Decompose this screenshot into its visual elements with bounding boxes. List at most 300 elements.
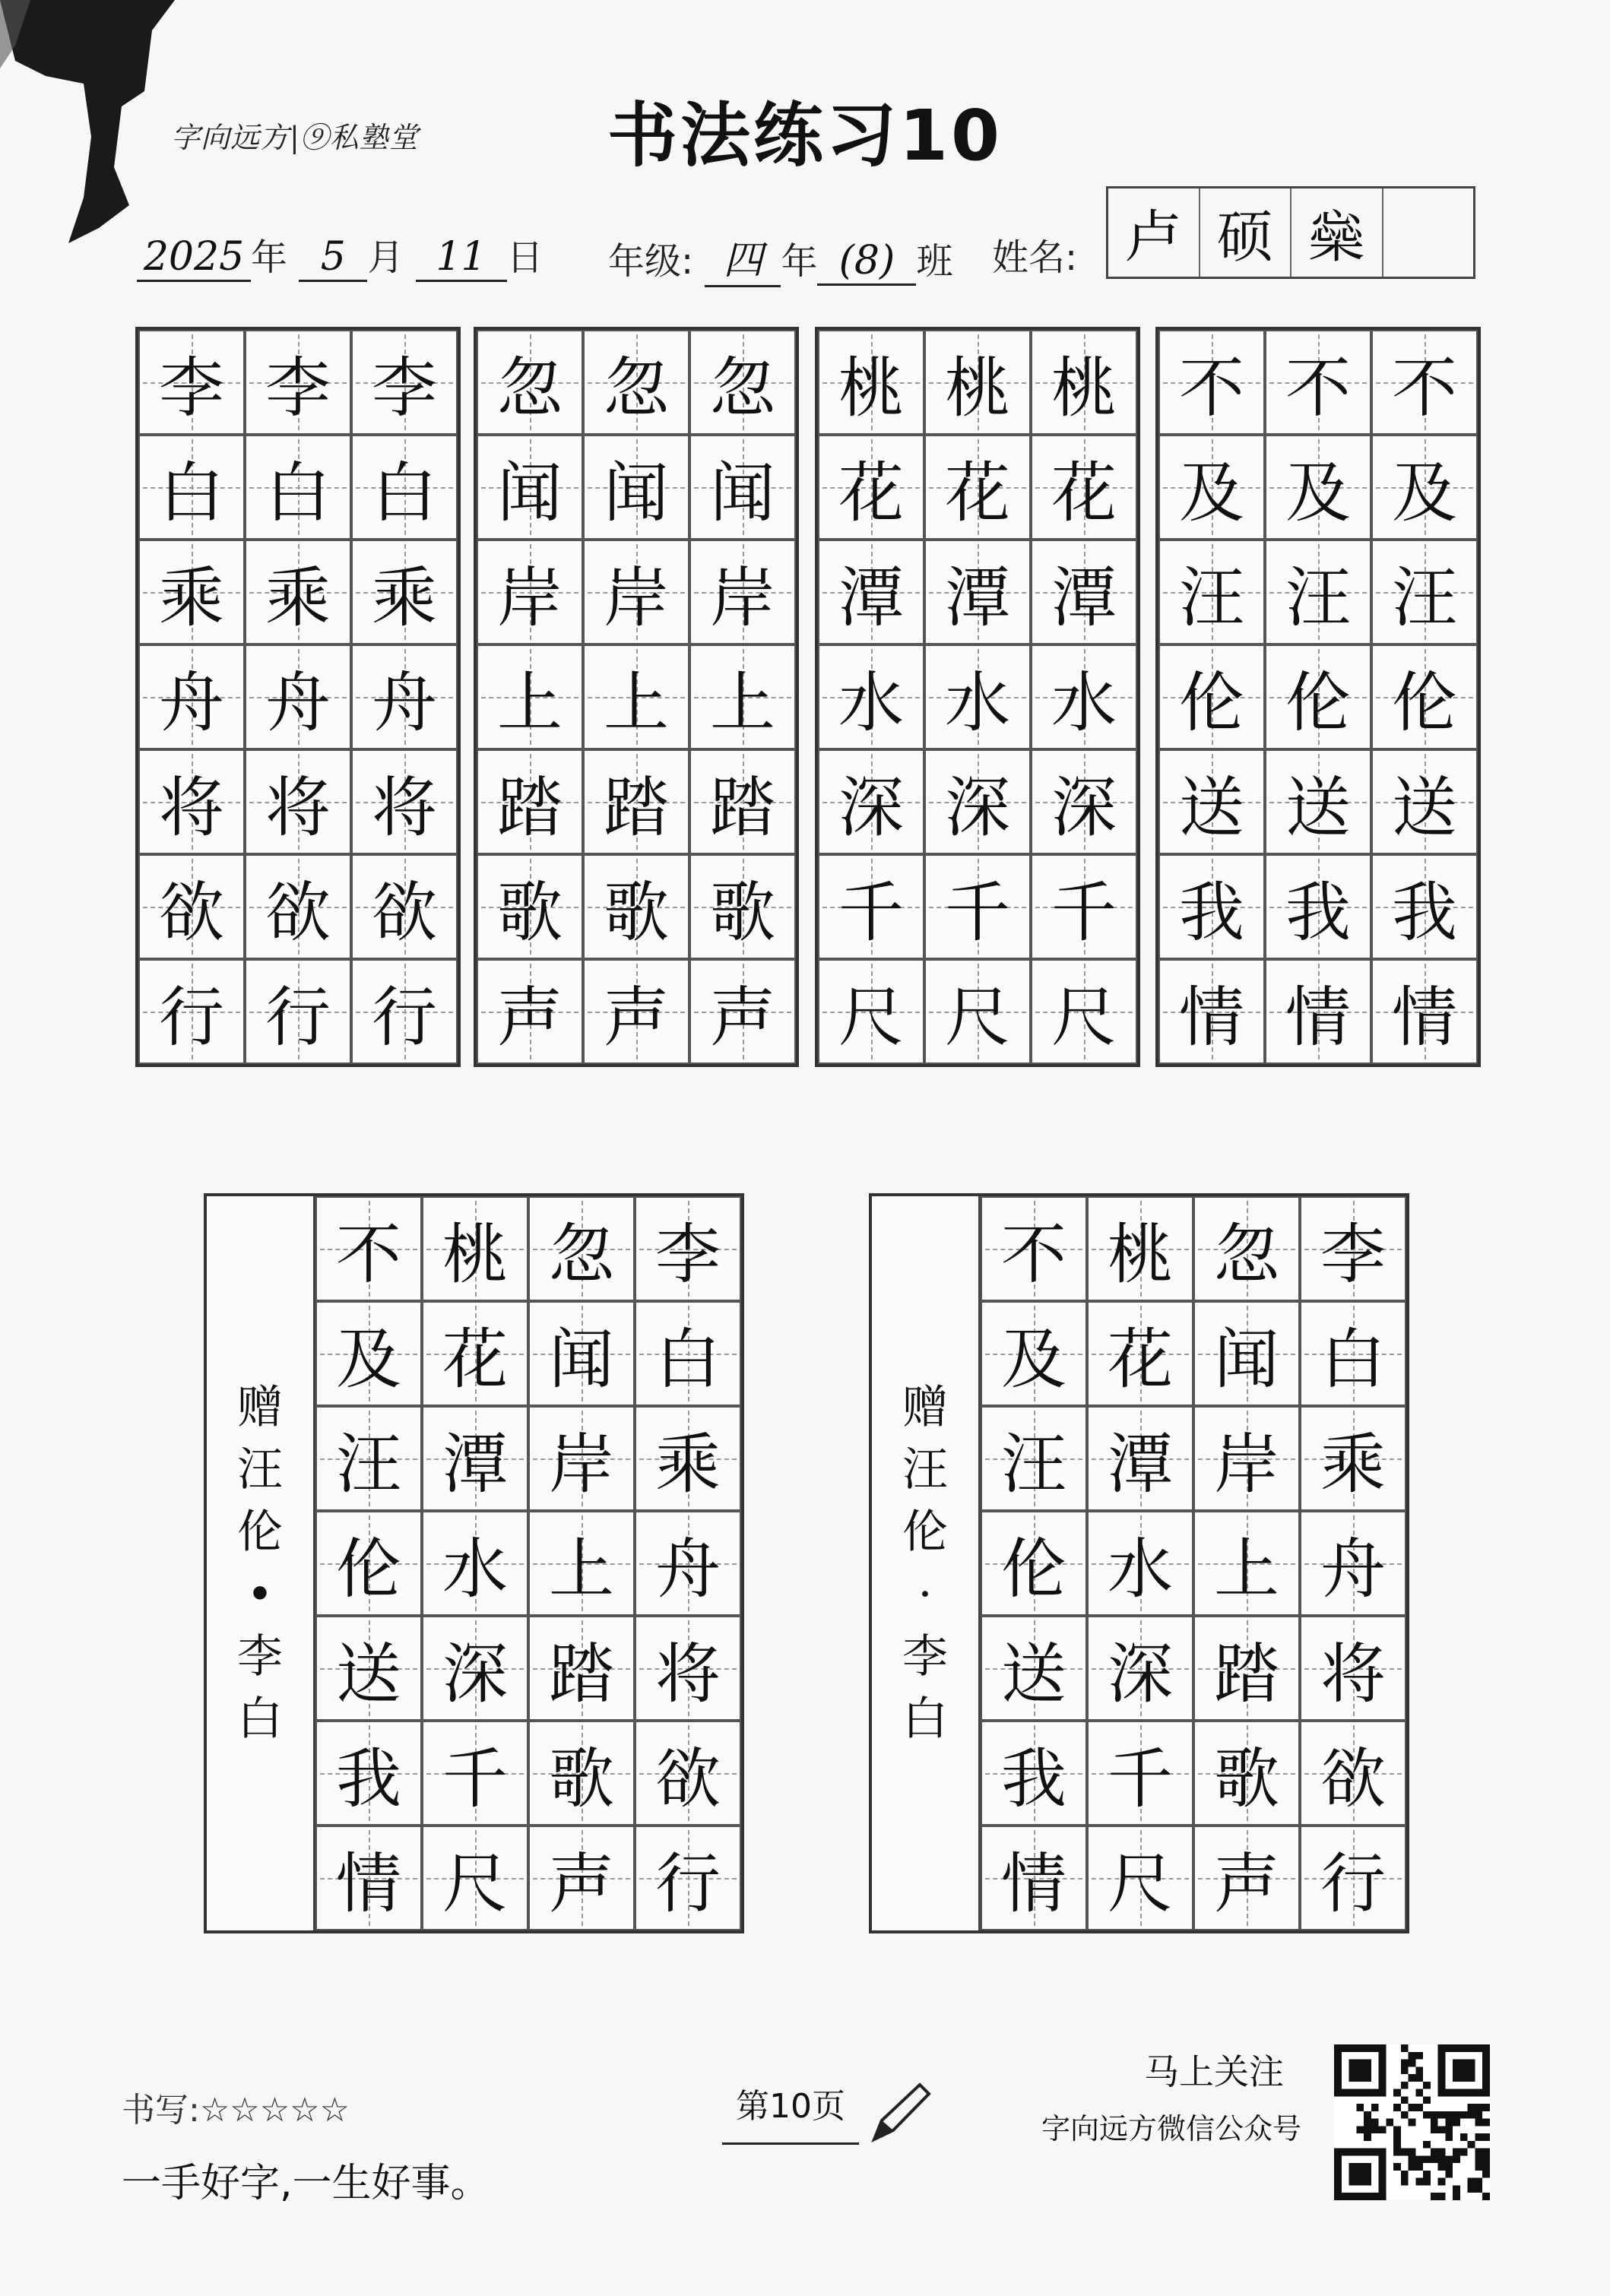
practice-char: 乘 [159,560,224,636]
practice-char: 水 [838,665,904,741]
practice-char: 送 [1179,770,1244,846]
practice-cell [818,435,924,540]
practice-cell [1371,435,1478,540]
practice-char: 白 [372,455,437,531]
practice-char: 汪 [1179,560,1244,636]
practice-char: 行 [372,980,437,1056]
practice-cell [138,854,245,959]
poem-title-char: 伦 [237,1506,283,1559]
practice-cell [583,644,689,749]
poem-cell [981,1616,1087,1721]
poem-cell [981,1511,1087,1616]
poem-cell [1193,1406,1300,1511]
poem-char: 潭 [1108,1427,1173,1503]
practice-cell [1031,644,1137,749]
month-label: 月 [367,236,404,279]
practice-char: 李 [265,350,331,426]
poem-char: 歌 [1214,1741,1279,1817]
poem-char: 花 [442,1322,508,1398]
practice-char: 及 [1392,455,1457,531]
practice-char: 伦 [1285,665,1351,741]
practice-char: 不 [1392,350,1457,426]
poem-char: 将 [1320,1636,1386,1712]
practice-cell [1265,435,1371,540]
poem-cell [1300,1616,1406,1721]
poem-cell [635,1721,741,1826]
practice-char: 送 [1392,770,1457,846]
practice-cell [924,854,1031,959]
practice-cell [689,540,796,644]
practice-cell [1371,644,1478,749]
poem-char: 潭 [442,1427,508,1503]
poem-cell [528,1826,635,1930]
poem-title [872,1196,981,1930]
poem-char: 将 [655,1636,721,1712]
name-char: 硕 [1200,188,1292,277]
wechat-account-text: 字向远方微信公众号 [1041,2112,1302,2146]
practice-char: 情 [1392,980,1457,1056]
poem-char: 水 [442,1531,508,1607]
poem-char: 乘 [655,1427,721,1503]
poem-char: 情 [336,1846,401,1922]
practice-char: 尺 [945,980,1010,1056]
practice-char: 闻 [710,455,775,531]
practice-char: 忽 [710,350,775,426]
poem-char: 上 [549,1531,614,1607]
practice-cell [818,540,924,644]
practice-char: 水 [1051,665,1117,741]
poem-cell [1193,1301,1300,1406]
poem-title-char: 白 [237,1693,283,1746]
poem-char: 桃 [442,1217,508,1293]
poem-char: 声 [549,1846,614,1922]
poem-cell [1087,1196,1193,1301]
poem-char: 及 [1001,1322,1066,1398]
poem-block [869,1193,1409,1933]
poem-char: 岸 [549,1427,614,1503]
poem-cell [422,1826,528,1930]
practice-cell [138,749,245,854]
practice-cell [1031,435,1137,540]
poem-cell [981,1196,1087,1301]
name-char: 卢 [1108,188,1200,277]
practice-char: 花 [1051,455,1117,531]
poem-char: 我 [1001,1741,1066,1817]
practice-cell [138,330,245,435]
poem-cell [315,1406,422,1511]
practice-cell [1265,644,1371,749]
poem-cell [528,1511,635,1616]
poem-cell [1193,1616,1300,1721]
practice-cell [1371,749,1478,854]
practice-cell [1265,330,1371,435]
poem-char: 千 [442,1741,508,1817]
poem-char: 及 [336,1322,401,1398]
practice-char: 李 [159,350,224,426]
poem-title-char: 李 [237,1630,283,1683]
practice-cell [1371,540,1478,644]
practice-char: 潭 [838,560,904,636]
poem-cell [1087,1826,1193,1930]
practice-cell [924,959,1031,1064]
poem-cell [1300,1721,1406,1826]
poem-cell [1087,1721,1193,1826]
practice-cell [138,540,245,644]
poem-char: 踏 [1214,1636,1279,1712]
practice-cell [583,959,689,1064]
practice-cell [1265,540,1371,644]
poem-cell [1193,1826,1300,1930]
page-number: 第10页 [722,2079,859,2145]
practice-char: 情 [1179,980,1244,1056]
practice-block [815,327,1140,1067]
practice-char: 歌 [710,875,775,951]
practice-char: 上 [497,665,563,741]
practice-char: 欲 [372,875,437,951]
date-line [137,228,544,282]
poem-title-char: 白 [902,1693,948,1746]
poem-block [204,1193,744,1933]
practice-cell [689,330,796,435]
practice-cell [477,959,583,1064]
practice-char: 闻 [497,455,563,531]
day-label: 日 [506,236,544,279]
practice-char: 我 [1179,875,1244,951]
practice-char: 白 [159,455,224,531]
poem-cell [422,1406,528,1511]
practice-char: 尺 [838,980,904,1056]
practice-cell [351,959,458,1064]
poem-char: 上 [1214,1531,1279,1607]
practice-char: 歌 [604,875,669,951]
practice-char: 舟 [265,665,331,741]
poem-char: 行 [1320,1846,1386,1922]
practice-cell [351,854,458,959]
practice-cell [245,330,351,435]
practice-char: 情 [1285,980,1351,1056]
poem-char: 深 [1108,1636,1173,1712]
poem-char: 深 [442,1636,508,1712]
practice-char: 不 [1285,350,1351,426]
poem-char: 欲 [1320,1741,1386,1817]
practice-char: 歌 [497,875,563,951]
poem-cell [422,1511,528,1616]
poem-char: 忽 [1214,1217,1279,1293]
practice-cell [351,749,458,854]
practice-char: 深 [1051,770,1117,846]
poem-char: 情 [1001,1846,1066,1922]
practice-cell [924,644,1031,749]
poem-title-char: 汪 [237,1443,283,1496]
poem-cell [635,1616,741,1721]
practice-char: 花 [838,455,904,531]
practice-char: 上 [604,665,669,741]
practice-char: 忽 [604,350,669,426]
practice-cell [583,749,689,854]
poem-cell [635,1406,741,1511]
practice-char: 岸 [604,560,669,636]
practice-cell [245,644,351,749]
poem-char: 汪 [1001,1427,1066,1503]
poem-cell [315,1826,422,1930]
practice-block [1155,327,1481,1067]
practice-cell [1158,749,1265,854]
poem-cell [1087,1511,1193,1616]
poem-cell [1087,1406,1193,1511]
practice-cell [1265,854,1371,959]
practice-char: 深 [838,770,904,846]
poem-char: 闻 [549,1322,614,1398]
practice-block [474,327,799,1067]
practice-cell [689,644,796,749]
follow-text: 马上关注 [1144,2051,1284,2092]
practice-cell [138,435,245,540]
practice-cell [351,330,458,435]
poem-cell [1087,1616,1193,1721]
practice-block [135,327,461,1067]
practice-cell [1031,540,1137,644]
poem-char: 桃 [1108,1217,1173,1293]
poem-title [207,1196,315,1930]
practice-char: 伦 [1392,665,1457,741]
poem-cell [981,1721,1087,1826]
practice-char: 岸 [710,560,775,636]
poem-grid [315,1196,741,1930]
poem-char: 忽 [549,1217,614,1293]
poem-title-char: 汪 [902,1443,948,1496]
practice-cell [477,540,583,644]
practice-char: 岸 [497,560,563,636]
poem-char: 歌 [549,1741,614,1817]
motto: 一手好字,一生好事。 [122,2161,490,2206]
practice-char: 千 [945,875,1010,951]
poem-char: 千 [1108,1741,1173,1817]
practice-char: 踏 [604,770,669,846]
practice-cell [1371,330,1478,435]
practice-cell [138,644,245,749]
poem-char: 岸 [1214,1427,1279,1503]
day-value: 11 [416,234,507,282]
practice-char: 将 [159,770,224,846]
poem-title-char: 李 [902,1630,948,1683]
poem-cell [1087,1301,1193,1406]
poem-cell [981,1826,1087,1930]
practice-cell [351,540,458,644]
qr-code-icon[interactable] [1334,2044,1490,2200]
poem-cell [422,1616,528,1721]
poem-cell [528,1196,635,1301]
practice-char: 送 [1285,770,1351,846]
practice-char: 白 [265,455,331,531]
practice-char: 乘 [265,560,331,636]
practice-char: 声 [710,980,775,1056]
practice-cell [1031,959,1137,1064]
practice-cell [818,749,924,854]
practice-char: 行 [265,980,331,1056]
practice-char: 汪 [1285,560,1351,636]
month-value: 5 [299,234,367,282]
practice-cell [924,749,1031,854]
practice-char: 舟 [159,665,224,741]
poem-char: 花 [1108,1322,1173,1398]
poem-cell [315,1301,422,1406]
practice-cell [1158,959,1265,1064]
poem-char: 不 [336,1217,401,1293]
practice-cell [1158,330,1265,435]
poem-char: 舟 [1320,1531,1386,1607]
poem-cell [1300,1826,1406,1930]
practice-cell [351,435,458,540]
poem-title-char: 赠 [237,1381,283,1434]
poem-char: 不 [1001,1217,1066,1293]
poem-cell [635,1826,741,1930]
practice-cell [689,435,796,540]
poem-char: 送 [336,1636,401,1712]
practice-cell [1158,540,1265,644]
poem-title-char: 赠 [902,1381,948,1434]
poem-cell [635,1511,741,1616]
poem-char: 乘 [1320,1427,1386,1503]
poem-char: 白 [655,1322,721,1398]
poem-cell [422,1196,528,1301]
practice-char: 欲 [159,875,224,951]
poem-title-char: • [246,1568,274,1621]
poem-cell [1300,1301,1406,1406]
poem-char: 汪 [336,1427,401,1503]
practice-char: 千 [838,875,904,951]
practice-cell [1158,644,1265,749]
poem-char: 李 [655,1217,721,1293]
practice-cell [1031,854,1137,959]
practice-char: 踏 [710,770,775,846]
practice-char: 欲 [265,875,331,951]
practice-char: 尺 [1051,980,1117,1056]
practice-cell [689,959,796,1064]
practice-cell [1371,854,1478,959]
practice-cell [583,854,689,959]
practice-cell [351,644,458,749]
poem-cell [315,1721,422,1826]
poem-cell [635,1301,741,1406]
practice-char: 不 [1179,350,1244,426]
poem-cell [981,1406,1087,1511]
practice-cell [245,854,351,959]
practice-cell [583,540,689,644]
practice-char: 潭 [1051,560,1117,636]
practice-char: 桃 [945,350,1010,426]
practice-cell [924,540,1031,644]
practice-char: 伦 [1179,665,1244,741]
poem-cell [315,1511,422,1616]
practice-cell [583,435,689,540]
poem-cell [1300,1511,1406,1616]
poem-cell [635,1196,741,1301]
practice-char: 行 [159,980,224,1056]
practice-cell [138,959,245,1064]
practice-cell [1265,959,1371,1064]
poem-char: 尺 [442,1846,508,1922]
practice-cell [1031,749,1137,854]
practice-cell [477,435,583,540]
practice-cell [477,644,583,749]
poem-cell [1193,1721,1300,1826]
practice-char: 潭 [945,560,1010,636]
poem-cell [528,1301,635,1406]
practice-cell [818,330,924,435]
practice-char: 将 [265,770,331,846]
poem-char: 踏 [549,1636,614,1712]
practice-char: 忽 [497,350,563,426]
practice-char: 及 [1285,455,1351,531]
practice-cell [1371,959,1478,1064]
poem-title-char: 伦 [902,1506,948,1559]
practice-cell [1158,854,1265,959]
grade-value: 四 [705,228,781,287]
practice-cell [924,330,1031,435]
practice-char: 桃 [1051,350,1117,426]
practice-char: 花 [945,455,1010,531]
poem-cell [1300,1196,1406,1301]
name-char [1383,188,1474,277]
poem-cell [1193,1511,1300,1616]
practice-char: 桃 [838,350,904,426]
practice-cell [1158,435,1265,540]
practice-cell [477,854,583,959]
class-label: 班 [916,240,953,283]
poem-cell [528,1406,635,1511]
brand-signature: 字向远方|⑨私塾堂 [171,121,419,154]
poem-char: 送 [1001,1636,1066,1712]
pen-icon [867,2079,935,2147]
practice-cell [477,330,583,435]
practice-cell [583,330,689,435]
grade-label: 年级: [608,240,694,283]
poem-char: 欲 [655,1741,721,1817]
poem-char: 闻 [1214,1322,1279,1398]
poem-title-char: · [918,1568,933,1621]
name-char: 橤 [1291,188,1383,277]
practice-char: 汪 [1392,560,1457,636]
practice-char: 上 [710,665,775,741]
poem-char: 白 [1320,1322,1386,1398]
poem-cell [981,1301,1087,1406]
practice-char: 深 [945,770,1010,846]
year-label: 年 [251,236,288,279]
practice-cell [245,749,351,854]
poem-cell [1193,1196,1300,1301]
practice-char: 舟 [372,665,437,741]
year-value: 2025 [137,234,251,282]
poem-cell [422,1721,528,1826]
grade-year-label: 年 [781,240,818,283]
poem-char: 舟 [655,1531,721,1607]
practice-char: 千 [1051,875,1117,951]
practice-cell [1031,330,1137,435]
grade-line [608,228,952,287]
practice-char: 踏 [497,770,563,846]
practice-cell [245,959,351,1064]
page-title: 书法练习10 [607,95,1003,176]
poem-grid [981,1196,1406,1930]
poem-char: 李 [1320,1217,1386,1293]
poem-char: 水 [1108,1531,1173,1607]
practice-cell [818,854,924,959]
poem-cell [528,1721,635,1826]
practice-char: 及 [1179,455,1244,531]
practice-char: 我 [1392,875,1457,951]
poem-cell [315,1616,422,1721]
name-label: 姓名: [992,236,1078,279]
